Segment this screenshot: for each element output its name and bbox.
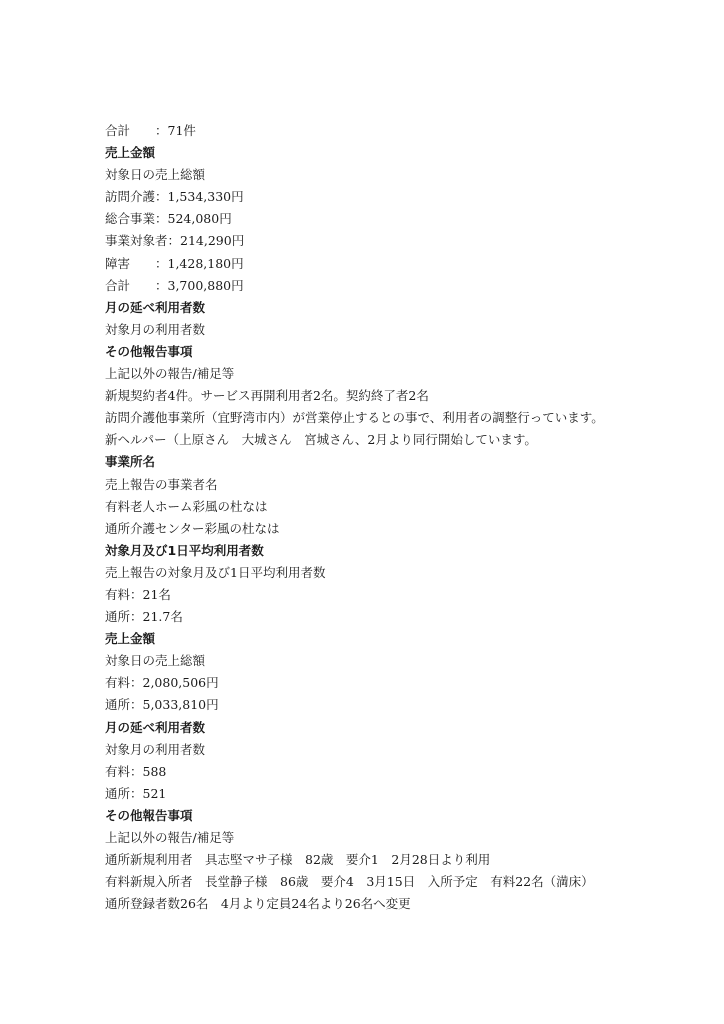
text-line: 通所介護センター彩風の杜なは — [105, 520, 280, 536]
text-line: 訪問介護：1,534,330円 — [105, 189, 244, 205]
text-line: 通所：5,033,810円 — [105, 697, 219, 713]
text-line: 有料：588 — [105, 763, 167, 779]
text-line: 有料：2,080,506円 — [105, 675, 219, 691]
text-line: 合計 ：3,700,880円 — [105, 277, 244, 293]
text-line: 事業対象者：214,290円 — [105, 233, 245, 249]
text-line: 対象月の利用者数 — [105, 321, 206, 337]
text-line: 訪問介護他事業所（宜野湾市内）が営業停止するとの事で、利用者の調整行っています。 — [105, 410, 604, 426]
section-heading: 事業所名 — [105, 454, 156, 470]
text-line: 対象日の売上総額 — [105, 653, 206, 669]
text-line: 有料：21名 — [105, 586, 171, 602]
section-heading: その他報告事項 — [105, 807, 193, 823]
text-line: 対象日の売上総額 — [105, 167, 206, 183]
text-line: 新規契約者4件。サービス再開利用者2名。契約終了者2名 — [105, 388, 429, 404]
text-line: 通所登録者数26名 4月より定員24名より26名へ変更 — [105, 896, 411, 912]
section-heading: 売上金額 — [105, 145, 156, 161]
text-line: 有料老人ホーム彩風の杜なは — [105, 498, 268, 514]
text-line: 通所：21.7名 — [105, 609, 183, 625]
text-line: 有料新規入所者 長堂静子様 86歳 要介4 3月15日 入所予定 有料22名（満床） — [105, 874, 594, 890]
text-line: 上記以外の報告/補足等 — [105, 830, 235, 845]
report-body — [105, 120, 705, 915]
text-line: 対象月の利用者数 — [105, 741, 206, 757]
section-heading: 月の延べ利用者数 — [105, 719, 206, 735]
text-line: 総合事業：524,080円 — [105, 211, 232, 227]
section-heading: 対象月及び1日平均利用者数 — [105, 542, 264, 558]
text-line: 売上報告の事業者名 — [105, 476, 218, 492]
text-line: 通所新規利用者 具志堅マサ子様 82歳 要介1 2月28日より利用 — [105, 852, 491, 868]
section-heading: 月の延べ利用者数 — [105, 299, 206, 315]
text-line: 売上報告の対象月及び1日平均利用者数 — [105, 564, 326, 580]
text-line: 合計 ：71件 — [105, 123, 196, 138]
section-heading: その他報告事項 — [105, 343, 193, 359]
text-line: 新ヘルパー（上原さん 大城さん 宮城さん、2月より同行開始しています。 — [105, 432, 537, 448]
text-line: 通所：521 — [105, 785, 167, 801]
section-heading: 売上金額 — [105, 631, 156, 647]
text-line: 障害 ：1,428,180円 — [105, 255, 244, 271]
text-line: 上記以外の報告/補足等 — [105, 366, 235, 382]
